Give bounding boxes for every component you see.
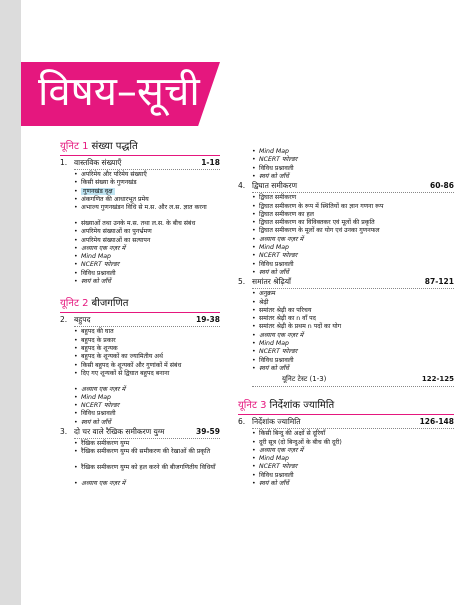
unit-underline (60, 155, 220, 156)
list-item (252, 219, 454, 226)
dotted-leader (74, 169, 220, 170)
list-item-text: किसी बिन्दु की अक्षों से दूरियाँ (259, 430, 326, 438)
bullet-icon: • (252, 463, 256, 471)
list-item-text: विविध प्रश्नावली (259, 356, 294, 364)
list-item-text: NCERT फोल्डर (81, 261, 120, 269)
list-item-text: अध्याय एक नज़र में (259, 446, 304, 454)
bullet-icon: • (252, 202, 256, 210)
bullet-icon: • (74, 179, 78, 187)
list-item (252, 357, 454, 364)
bullet-icon: • (74, 393, 78, 401)
list-item (252, 165, 454, 172)
bullet-icon: • (252, 315, 256, 323)
list-item-text: किसी बहुपद के शून्यकों और गुणांकों में संबंध (81, 361, 182, 369)
bullet-icon: • (74, 479, 78, 487)
page-edge-strip (0, 0, 21, 605)
list-item-text: अध्याय एक नज़र में (259, 235, 304, 243)
bullet-icon: • (252, 252, 256, 260)
bullet-icon: • (252, 331, 256, 339)
chapter-row (238, 417, 454, 429)
list-item (252, 261, 454, 268)
bullet-icon: • (74, 361, 78, 369)
bullet-icon: • (252, 471, 256, 479)
list-item-text: बहुपद की घात (81, 328, 114, 336)
list-item-text: NCERT फोल्डर (259, 252, 298, 260)
chapter-number: 5. (238, 277, 246, 287)
bullet-icon: • (252, 480, 256, 487)
bullet-icon: • (252, 148, 256, 155)
list-item (74, 278, 220, 285)
list-item-text: स्वयं को जाँचें (259, 480, 289, 487)
list-item (74, 228, 220, 235)
list-item-text: बहुपद के शून्यक (81, 344, 118, 352)
bullet-icon: • (74, 418, 78, 426)
bullet-icon: • (74, 228, 78, 236)
list-item (252, 148, 454, 155)
list-item-text: NCERT फोल्डर (259, 156, 298, 164)
bullet-icon: • (252, 298, 256, 306)
list-item-text: स्वयं को जाँचें (81, 278, 111, 285)
list-item (74, 394, 220, 401)
list-item-text: अपरिमेय संख्याओं का सत्यापन (81, 236, 151, 244)
bullet-icon: • (74, 369, 78, 377)
bullet-icon: • (74, 402, 78, 410)
list-item (252, 227, 454, 234)
list-item-text: रैखिक समीकरण युग्म को हल करने की बीजगणितीय विधियाँ (81, 464, 216, 471)
chapter-pages: 1-18 (201, 158, 220, 167)
list-item (74, 179, 220, 186)
list-item (74, 171, 220, 178)
unit-label: यूनिट 3 (238, 400, 267, 412)
list-item (252, 439, 454, 446)
unit-underline (60, 312, 220, 313)
bullet-icon: • (252, 156, 256, 164)
unit-test-row (252, 375, 454, 387)
chapter-title: समांतर श्रेढ़ियाँ (252, 277, 291, 287)
list-item-text: NCERT फोल्डर (259, 348, 298, 356)
list-item-text: Mind Map (81, 253, 111, 261)
bullet-icon: • (252, 348, 256, 356)
chapter-title: निर्देशांक ज्यामिति (252, 417, 301, 427)
list-item (74, 464, 220, 471)
list-item (74, 196, 220, 203)
list-item-text: स्वयं को जाँचें (259, 268, 289, 276)
chapter-row (60, 427, 220, 439)
unit-test-pages: 122-125 (421, 375, 454, 384)
bullet-icon: • (74, 187, 78, 195)
list-item-text: श्रेढ़ी (259, 298, 269, 306)
chapter-title: वास्तविक संख्याएँ (74, 158, 122, 167)
list-item (252, 269, 454, 276)
unit-title: संख्या पद्धति (91, 141, 138, 152)
bullet-icon: • (252, 194, 256, 202)
list-item (74, 440, 220, 447)
bullet-icon: • (74, 219, 78, 227)
list-item-text: द्विघात समीकरण के रूप में स्थितियों का ज्ञान गणना रूप (259, 202, 384, 210)
bullet-icon: • (252, 260, 256, 268)
list-item-text: बहुपद के शून्यकों का ज्यामितीय अर्थ (81, 353, 163, 361)
list-item (252, 315, 454, 322)
list-item-text: अनुक्रम (259, 290, 276, 298)
bullet-icon: • (252, 244, 256, 251)
bullet-icon: • (252, 219, 256, 227)
chapter-row (60, 158, 220, 170)
bullet-icon: • (252, 430, 256, 438)
list-item (252, 194, 454, 201)
unit-test-title: यूनिट टेस्ट (1-3) (282, 375, 327, 384)
list-item-text: अभाज्य गुणनखंडन विधि से म.स. और ल.स. ज्ञात करना (81, 204, 207, 212)
list-item-text: विविध प्रश्नावली (259, 471, 294, 479)
list-item-text: अध्याय एक नज़र में (81, 244, 126, 252)
chapter-row (60, 315, 220, 327)
list-item-text: समांतर श्रेढ़ी के प्रथम n पदों का योग (259, 323, 342, 331)
list-item-text: रैखिक समीकरण युग्म (81, 440, 130, 447)
list-item (252, 430, 454, 437)
list-item-text: स्वयं को जाँचें (81, 418, 111, 426)
list-item-text: अंकगणित की आधारभूत प्रमेय (81, 195, 149, 203)
chapter-number: 3. (60, 427, 68, 436)
list-item-text: द्विघात समीकरण का विविक्तकर एवं मूलों की प्रकृति (259, 219, 375, 227)
bullet-icon: • (252, 227, 256, 235)
bullet-icon: • (74, 385, 78, 393)
list-item (74, 261, 220, 268)
bullet-icon: • (252, 356, 256, 364)
bullet-icon: • (74, 195, 78, 203)
list-item-text: दूरी सूत्र (दो बिन्दुओं के बीच की दूरी) (259, 438, 342, 446)
list-item (74, 204, 220, 211)
unit-title: निर्देशांक ज्यामिति (269, 400, 335, 412)
list-item (252, 348, 454, 355)
list-item-text: समांतर श्रेढ़ी का n वाँ पद (259, 315, 316, 323)
list-item (74, 448, 220, 455)
list-item (74, 253, 220, 260)
chapter-title: द्विघात समीकरण (252, 181, 298, 191)
list-item-text: Mind Map (259, 244, 289, 251)
list-item-text: Mind Map (259, 455, 289, 463)
list-item-text: द्विघात समीकरण के मूलों का योग एवं उनका गुणनफल (259, 227, 380, 235)
list-item-text: NCERT फोल्डर (259, 463, 298, 471)
list-item-text: स्वयं को जाँचें (259, 172, 289, 180)
list-item (74, 245, 220, 252)
list-item (252, 203, 454, 210)
chapter-number: 4. (238, 181, 246, 191)
list-item-text: अध्याय एक नज़र में (81, 385, 126, 393)
list-item-text: अध्याय एक नज़र में (259, 331, 304, 339)
list-item (74, 386, 220, 393)
list-item (252, 173, 454, 180)
list-item (252, 480, 454, 487)
list-item-text: अपरिमेय संख्याओं का पुनर्भ्रमण (81, 228, 152, 236)
chapter-row (238, 181, 454, 193)
list-item (252, 244, 454, 251)
list-item (252, 236, 454, 243)
list-item-text: गुणनखंड वृक्ष (83, 187, 113, 195)
chapter-pages: 60-86 (430, 181, 454, 191)
chapter-title: बहुपद (74, 315, 91, 325)
list-item-text: विविध प्रश्नावली (259, 164, 294, 172)
bullet-icon: • (74, 328, 78, 336)
bullet-icon: • (252, 210, 256, 218)
chapter-number: 6. (238, 417, 246, 427)
list-item-text: संख्याओं तथा उनके म.स. तथा ल.स. के बीच संबंध (81, 219, 196, 227)
bullet-icon: • (252, 364, 256, 372)
list-item (74, 410, 220, 417)
chapter-number: 1. (60, 158, 68, 167)
list-item-text: अध्याय एक नज़र में (81, 479, 126, 487)
list-item-text: विविध प्रश्नावली (259, 260, 294, 268)
unit-heading (60, 138, 220, 154)
list-item (74, 480, 220, 487)
dotted-leader (252, 386, 454, 387)
bullet-icon: • (252, 455, 256, 463)
bullet-icon: • (74, 344, 78, 352)
list-item (252, 307, 454, 314)
bullet-icon: • (252, 235, 256, 243)
list-item-text: Mind Map (259, 340, 289, 347)
list-item (74, 419, 220, 426)
bullet-icon: • (74, 244, 78, 252)
list-item (74, 402, 220, 409)
list-item (74, 237, 220, 244)
list-item (252, 447, 454, 454)
chapter-title: दो चर वाले रैखिक समीकरण युग्म (74, 427, 165, 436)
bullet-icon: • (74, 353, 78, 361)
list-item (74, 188, 220, 195)
list-item (74, 270, 220, 277)
chapter-number: 2. (60, 315, 68, 325)
list-item (252, 332, 454, 339)
list-item (252, 299, 454, 306)
unit-label: यूनिट 1 (60, 141, 89, 152)
list-item-text: द्विघात समीकरण का हल (259, 210, 314, 218)
unit-underline (238, 414, 454, 415)
unit-heading (238, 397, 454, 413)
list-item-text: NCERT फोल्डर (81, 402, 120, 410)
list-item (252, 365, 454, 372)
list-item-text: बहुपद के प्रकार (81, 336, 116, 344)
bullet-icon: • (74, 236, 78, 244)
list-item (74, 345, 220, 352)
bullet-icon: • (74, 440, 78, 447)
list-item (252, 323, 454, 330)
bullet-icon: • (74, 278, 78, 285)
dotted-leader (252, 288, 454, 289)
list-item (252, 340, 454, 347)
bullet-icon: • (252, 290, 256, 298)
chapter-row (238, 277, 454, 289)
list-item (74, 362, 220, 369)
list-item-text: विविध प्रश्नावली (81, 410, 116, 418)
bullet-icon: • (74, 410, 78, 418)
bullet-icon: • (74, 336, 78, 344)
bullet-icon: • (252, 268, 256, 276)
list-item (252, 211, 454, 218)
list-item-text: दिए गए शून्यकों से द्विघात बहुपद बनाना (81, 369, 170, 377)
bullet-icon: • (74, 269, 78, 277)
list-item (74, 328, 220, 335)
chapter-pages: 39-59 (196, 427, 220, 436)
list-item (74, 370, 220, 377)
bullet-icon: • (252, 340, 256, 347)
list-item-text: द्विघात समीकरण (259, 194, 297, 202)
list-item (252, 463, 454, 470)
unit-title: बीजगणित (91, 298, 129, 310)
list-item (252, 156, 454, 163)
bullet-icon: • (74, 464, 78, 471)
bullet-icon: • (252, 306, 256, 314)
unit-heading (60, 295, 220, 311)
dotted-leader (74, 438, 220, 439)
bullet-icon: • (252, 323, 256, 331)
list-item (252, 472, 454, 479)
chapter-pages: 19-38 (196, 315, 220, 325)
chapter-pages: 87-121 (424, 277, 454, 287)
list-item-text: किसी संख्या के गुणनखंड (81, 179, 137, 187)
bullet-icon: • (74, 204, 78, 212)
unit-label: यूनिट 2 (60, 298, 89, 310)
page-title: विषय–सूची (38, 69, 200, 115)
bullet-icon: • (252, 172, 256, 180)
list-item-text: विविध प्रश्नावली (81, 269, 116, 277)
list-item-text: स्वयं को जाँचें (259, 364, 289, 372)
bullet-icon: • (74, 448, 78, 456)
bullet-icon: • (74, 261, 78, 269)
list-item (74, 337, 220, 344)
list-item (74, 220, 220, 227)
list-item-text: अपरिमेय और परिमेय संख्याएँ (81, 171, 147, 178)
list-item (252, 290, 454, 297)
list-item-text: समांतर श्रेढ़ी का परिचय (259, 306, 312, 314)
bullet-icon: • (74, 171, 78, 178)
bullet-icon: • (252, 438, 256, 446)
chapter-pages: 126-148 (419, 417, 454, 427)
list-item (252, 252, 454, 259)
list-item-text: रैखिक समीकरण युग्म की समीकरण की रेखाओं की प्रकृति (81, 448, 211, 456)
bullet-icon: • (252, 164, 256, 172)
list-item (252, 455, 454, 462)
bullet-icon: • (252, 446, 256, 454)
bullet-icon: • (74, 253, 78, 261)
list-item-text: Mind Map (259, 148, 289, 155)
list-item-text: Mind Map (81, 393, 111, 401)
list-item (74, 353, 220, 360)
